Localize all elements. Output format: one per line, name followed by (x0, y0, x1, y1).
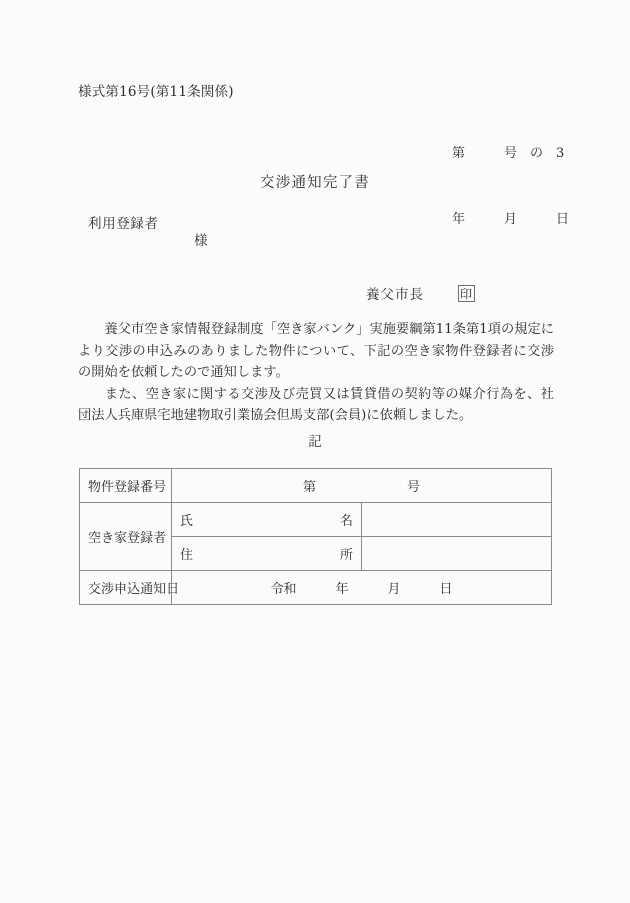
addressee-label: 利用登録者 (88, 216, 159, 232)
cell-notice-date-value[interactable]: 令和 年 月 日 (172, 571, 552, 605)
label-chars-1: 空 き 家 登 録 者 (88, 531, 167, 546)
sub-label-address (172, 537, 362, 571)
document-date-line: 年 月 日 (452, 212, 570, 227)
document-number-line: 第 号 の 3 (452, 146, 565, 161)
cell-owner-address-value[interactable] (362, 537, 552, 571)
table-row (80, 571, 552, 605)
page-title: 交渉通知完了書 (260, 175, 370, 191)
registration-table (79, 468, 552, 605)
row-label-owner (80, 503, 172, 571)
table-row (80, 469, 552, 503)
form-number: 様式第16号(第11条関係) (78, 84, 234, 100)
sub-label-chars-address: 住 所 (180, 548, 353, 563)
row-label-notice-date (80, 571, 180, 605)
body-paragraph-2: また、空き家に関する交渉及び売買又は賃貸借の契約等の媒介行為を、社団法人兵庫県宅地建物取引業協会但馬支部(会員)に依頼しました。 (78, 386, 554, 423)
body-text (78, 319, 554, 427)
table-row (80, 503, 552, 537)
body-paragraph-1: 養父市空き家情報登録制度「空き家バンク」実施要綱第11条第1項の規定により交渉の申込みのありました物件について、下記の空き家物件登録者に交渉の開始を依頼したので通知します。 (78, 322, 554, 380)
addressee-honorific: 様 (194, 233, 208, 249)
issuer-block (366, 283, 475, 303)
cell-property-number-value[interactable]: 第 号 (172, 469, 552, 503)
seal-icon: 印 (459, 286, 473, 301)
issuer-name: 養父市長 (366, 287, 424, 303)
sub-label-name (172, 503, 362, 537)
label-chars-2: 交 渉 申 込 通 知 日 (88, 582, 180, 597)
row-label-property-number (80, 469, 172, 503)
sub-label-chars-name: 氏 名 (180, 514, 353, 529)
cell-owner-name-value[interactable] (362, 503, 552, 537)
record-marker: 記 (308, 434, 322, 450)
label-chars-0: 物 件 登 録 番 号 (88, 480, 167, 495)
